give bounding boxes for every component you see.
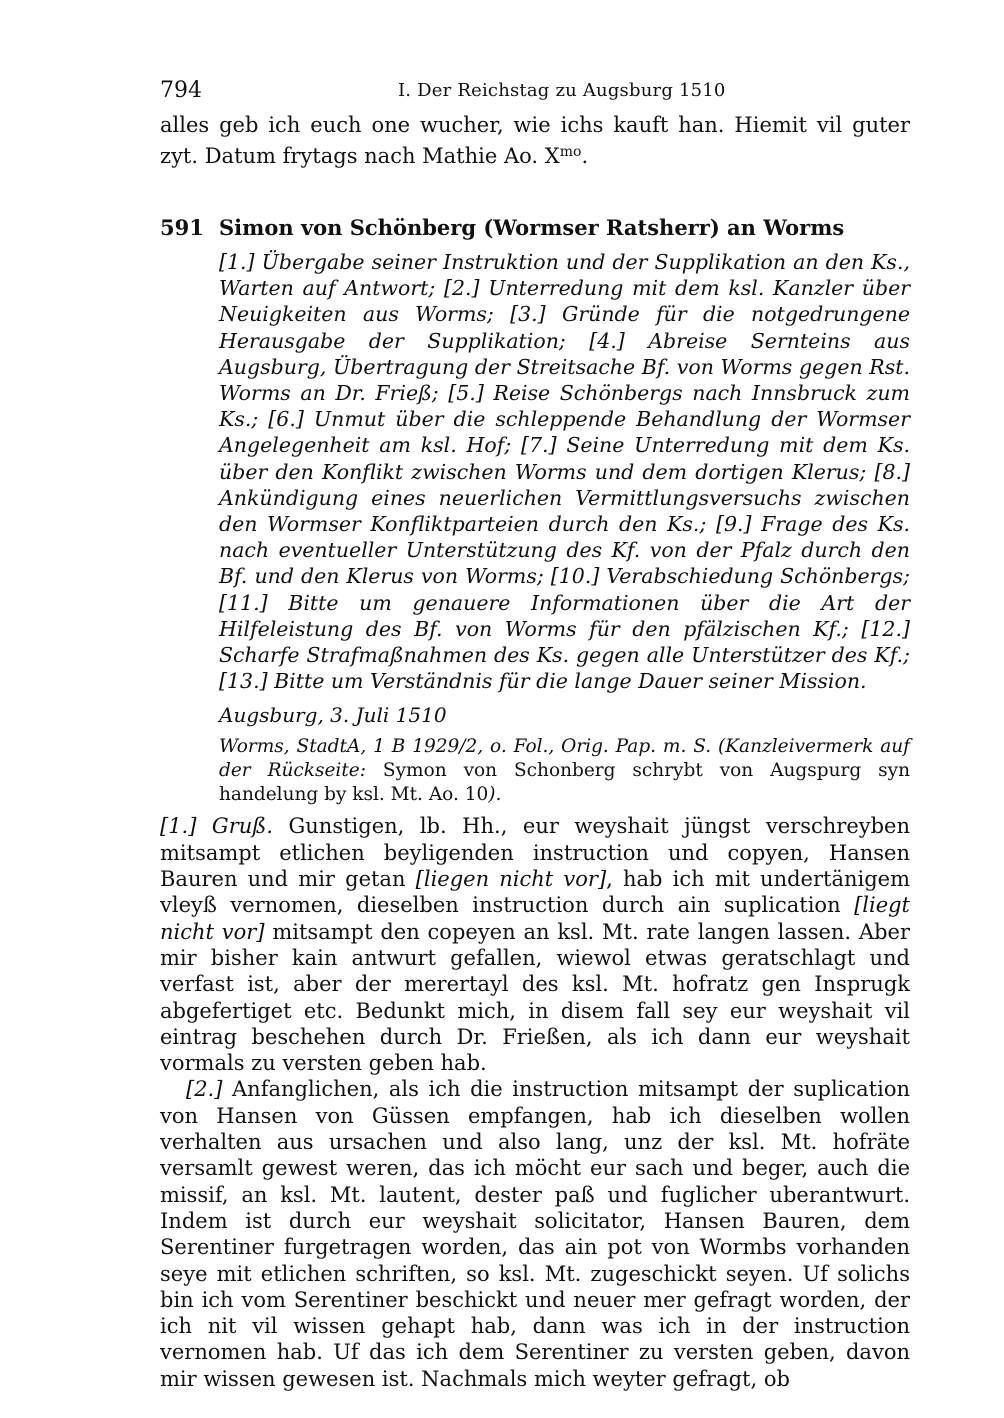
previous-document-ending — [160, 112, 910, 169]
section-marker: [1.] Gruß. — [160, 814, 273, 839]
paragraph-2 — [160, 1076, 910, 1392]
document-title: Simon von Schönberg (Wormser Ratsherr) an Worms — [219, 215, 845, 240]
running-title: I. Der Reichstag zu Augsburg 1510 — [398, 80, 726, 101]
previous-text: alles geb ich euch one wucher, wie ichs kauft han. Hiemit vil guter zyt. Datum frytags nach Mathie Ao. X — [160, 113, 910, 168]
text-run: Gunstigen, lb. Hh., eur weyshait jüngst verschreyben mitsampt etlichen beyligenden instruction und copyen, Hansen Bauren und mir getan — [160, 814, 911, 892]
document-summary: [1.] Übergabe seiner Instruktion und der Supplikation an den Ks., Warten auf Antwort; [2.] Unterredung mit dem ksl. Kanzler über Neuigkeiten aus Worms; [3.] Gründe für die notgedrungene Herausgabe der Supplikation; [4.] Abreise Sernteins aus Augsburg, Übertragung der Streitsache Bf. von Worms gegen Rst. Worms an Dr. Frieß; [5.] Reise Schönbergs nach Innsbruck zum Ks.; [6.] Unmut über die schleppende Behandlung der Wormser Angelegenheit am ksl. Hof; [7.] Seine Unterredung mit dem Ks. über den Konflikt zwischen Worms und dem dortigen Klerus; [8.] Ankündigung eines neuerlichen Vermittlungsversuchs zwischen den Wormser Konfliktparteien durch den Ks.; [9.] Frage des Ks. nach eventueller Unterstützung des Kf. von der Pfalz durch den Bf. und den Klerus von Worms; [10.] Verabschiedung Schönbergs; [11.] Bitte um genauere Informationen über die Art der Hilfeleistung des Bf. von Worms für den pfälzischen Kf.; [12.] Scharfe Strafmaßnahmen des Ks. gegen alle Unterstützer des Kf.; [13.] Bitte um Verständnis für die lange Dauer seiner Mission. — [219, 250, 910, 694]
document-number: 591 — [160, 215, 204, 240]
text-run: Anfanglichen, als ich die instruction mitsampt der suplication von Hansen von Güssen empfangen, hab ich dieselben wollen verhalten aus ursachen und also lang, unz der ksl. Mt. hofräte versamlt gewest weren, das ich möcht eur sach und beger, auch die missif, an ksl. Mt. lautent, dester paß und fuglicher uberantwurt. Indem ist durch eur weyshait solicitator, Hansen Bauren, dem Serentiner furgetragen worden, das ain pot von Wormbs vorhanden seye mit etlichen schriften, so ksl. Mt. zugeschickt seyen. Uf solichs bin ich vom Serentiner beschickt und neuer mer gefragt worden, der ich nit vil wissen gehapt hab, dann was ich in der instruction vernomen hab. Uf das ich dem Serentiner zu versten geben, davon mir wissen gewesen ist. Nachmals mich weyter gefragt, ob — [160, 1077, 910, 1391]
section-marker: [2.] — [186, 1077, 223, 1102]
page-header — [160, 78, 910, 112]
text-run: mitsampt den copeyen an ksl. Mt. rate langen lassen. Aber mir bisher kain antwurt gefallen, wiewol etwas geratschlagt und verfast ist, aber der merertayl des ksl. Mt. hofratz gen Insprugk abgefertiget etc. Bedunkt mich, in disem fall sey eur weyshait vil eintrag beschehen durch Dr. Frießen, als ich dann eur weyshait vormals zu versten geben hab. — [160, 919, 910, 1076]
place-date: Augsburg, 3. Juli 1510 — [219, 703, 447, 728]
page-number: 794 — [160, 78, 202, 103]
source-italic-2: ). — [488, 784, 502, 806]
text-run: , hab ich mit undertänigem vleyß vernomen, dieselben instruction durch ain suplication — [160, 867, 910, 918]
document-heading — [160, 215, 910, 241]
source-italic-1: Worms, StadtA, 1 B 1929/2, o. Fol., Orig. Pap. m. S. (Kanzleivermerk auf der Rückseite: — [219, 736, 910, 782]
editorial-note: [liegen nicht vor] — [415, 867, 607, 892]
superscript: mo — [559, 143, 582, 160]
letter-body — [160, 813, 910, 1392]
page — [160, 78, 910, 1392]
previous-text-end: . — [581, 143, 589, 168]
source-roman: Symon von Schonberg schrybt von Augspurg syn handelung by ksl. Mt. Ao. 10 — [219, 760, 910, 806]
editorial-note: [liegt nicht vor] — [160, 893, 910, 944]
source-note — [219, 735, 910, 807]
paragraph-1 — [160, 813, 910, 1076]
